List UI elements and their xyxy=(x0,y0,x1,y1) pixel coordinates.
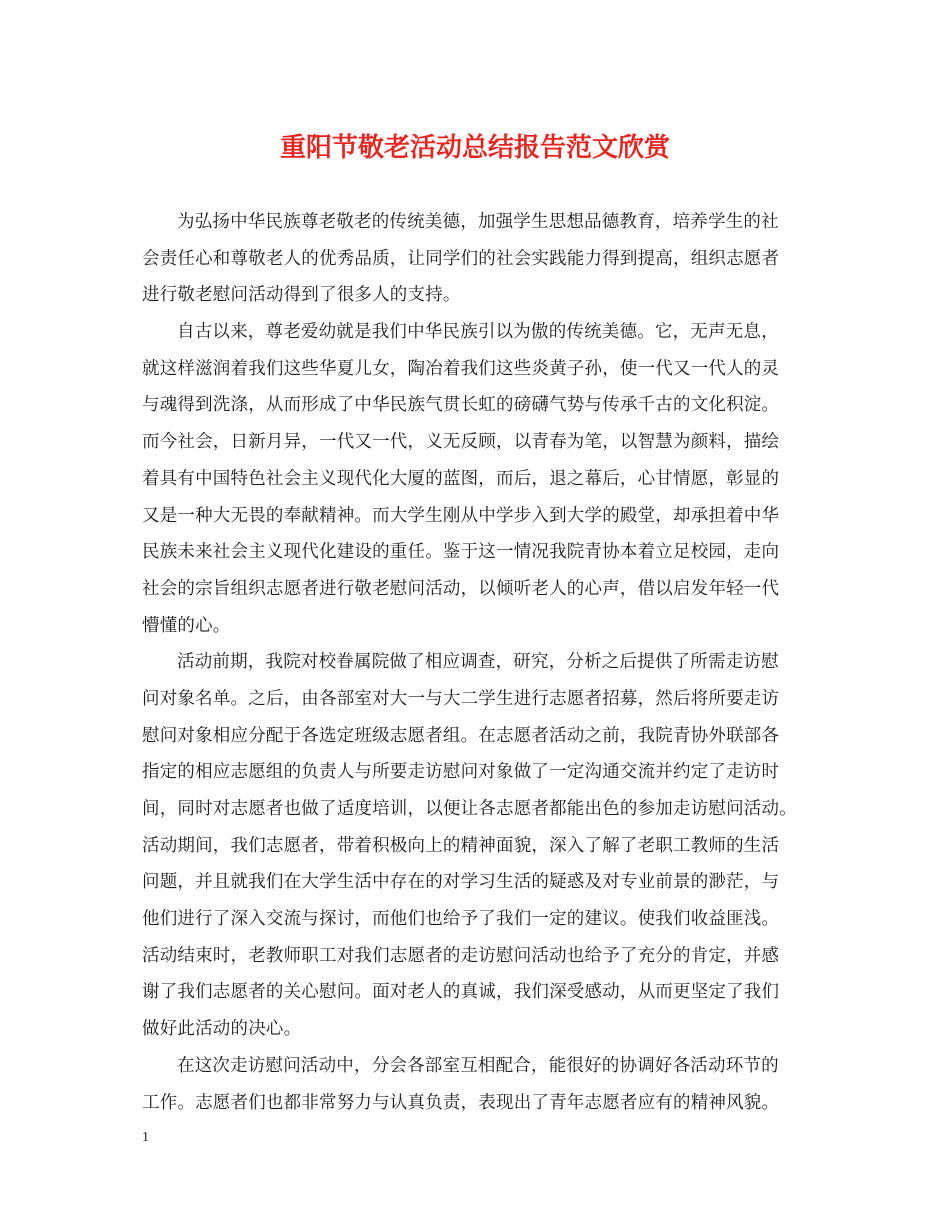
paragraph-1-line-1: 为弘扬中华民族尊老敬老的传统美德，加强学生思想品德教育，培养学生的社 xyxy=(177,212,779,232)
paragraph-2-line-1: 自古以来，尊老爱幼就是我们中华民族引以为傲的传统美德。它，无声无息， xyxy=(177,322,779,343)
paragraph-2-line-2: 就这样滋润着我们这些华夏儿女，陶冶着我们这些炎黄子孙，使一代又一代人的灵 xyxy=(142,358,780,379)
paragraph-3-line-5: 间，同时对志愿者也做了适度培训，以便让各志愿者都能出色的参加走访慰问活动。 xyxy=(142,799,797,819)
paragraph-3-line-8: 他们进行了深入交流与探讨，而他们也给予了我们一定的建议。使我们收益匪浅。 xyxy=(142,909,780,930)
document-title: 重阳节敬老活动总结报告范文欣赏 xyxy=(279,133,670,163)
paragraph-3-line-9: 活动结束时，老教师职工对我们志愿者的走访慰问活动也给予了充分的肯定，并感 xyxy=(142,945,780,966)
paragraph-2-line-3: 与魂得到洗涤，从而形成了中华民族气贯长虹的磅礴气势与传承千古的文化积淀。 xyxy=(142,395,780,416)
paragraph-4-line-1: 在这次走访慰问活动中，分会各部室互相配合，能很好的协调好各活动环节的 xyxy=(177,1055,779,1076)
paragraph-2-line-8: 社会的宗旨组织志愿者进行敬老慰问活动，以倾听老人的心声，借以启发年轻一代 xyxy=(142,578,780,599)
paragraph-2-line-6: 又是一种大无畏的奉献精神。而大学生刚从中学步入到大学的殿堂，却承担着中华 xyxy=(142,505,780,526)
paragraph-3-line-1: 活动前期，我院对校眷属院做了相应调查，研究，分析之后提供了所需走访慰 xyxy=(177,652,779,673)
paragraph-2-line-5: 着具有中国特色社会主义现代化大厦的蓝图，而后，退之幕后，心甘情愿，彰显的 xyxy=(142,468,780,489)
document-body xyxy=(142,204,810,1121)
paragraph-3-line-7: 问题，并且就我们在大学生活中存在的对学习生活的疑惑及对专业前景的渺茫，与 xyxy=(142,872,780,893)
page-number: 1 xyxy=(142,1130,149,1145)
paragraph-3-line-6: 活动期间，我们志愿者，带着积极向上的精神面貌，深入了解了老职工教师的生活 xyxy=(142,835,780,856)
paragraph-1-line-3: 进行敬老慰问活动得到了很多人的支持。 xyxy=(142,285,461,306)
paragraph-3-line-2: 问对象名单。之后，由各部室对大一与大二学生进行志愿者招募，然后将所要走访 xyxy=(142,688,780,709)
paragraph-3-line-3: 慰问对象相应分配于各选定班级志愿者组。在志愿者活动之前，我院青协外联部各 xyxy=(142,725,780,746)
paragraph-1-line-2: 会责任心和尊敬老人的优秀品质，让同学们的社会实践能力得到提高，组织志愿者 xyxy=(142,248,780,269)
paragraph-3-line-4: 指定的相应志愿组的负责人与所要走访慰问对象做了一定沟通交流并约定了走访时 xyxy=(142,762,780,783)
paragraph-4-line-2: 工作。志愿者们也都非常努力与认真负责，表现出了青年志愿者应有的精神风貌。 xyxy=(142,1092,780,1113)
paragraph-2-line-9: 懵懂的心。 xyxy=(142,615,231,636)
paragraph-3-line-10: 谢了我们志愿者的关心慰问。面对老人的真诚，我们深受感动，从而更坚定了我们 xyxy=(142,982,780,1003)
paragraph-2-line-4: 而今社会，日新月异，一代又一代，义无反顾，以青春为笔，以智慧为颜料，描绘 xyxy=(142,432,780,453)
paragraph-2-line-7: 民族未来社会主义现代化建设的重任。鉴于这一情况我院青协本着立足校园，走向 xyxy=(142,542,780,563)
paragraph-3-line-11: 做好此活动的决心。 xyxy=(142,1019,302,1040)
